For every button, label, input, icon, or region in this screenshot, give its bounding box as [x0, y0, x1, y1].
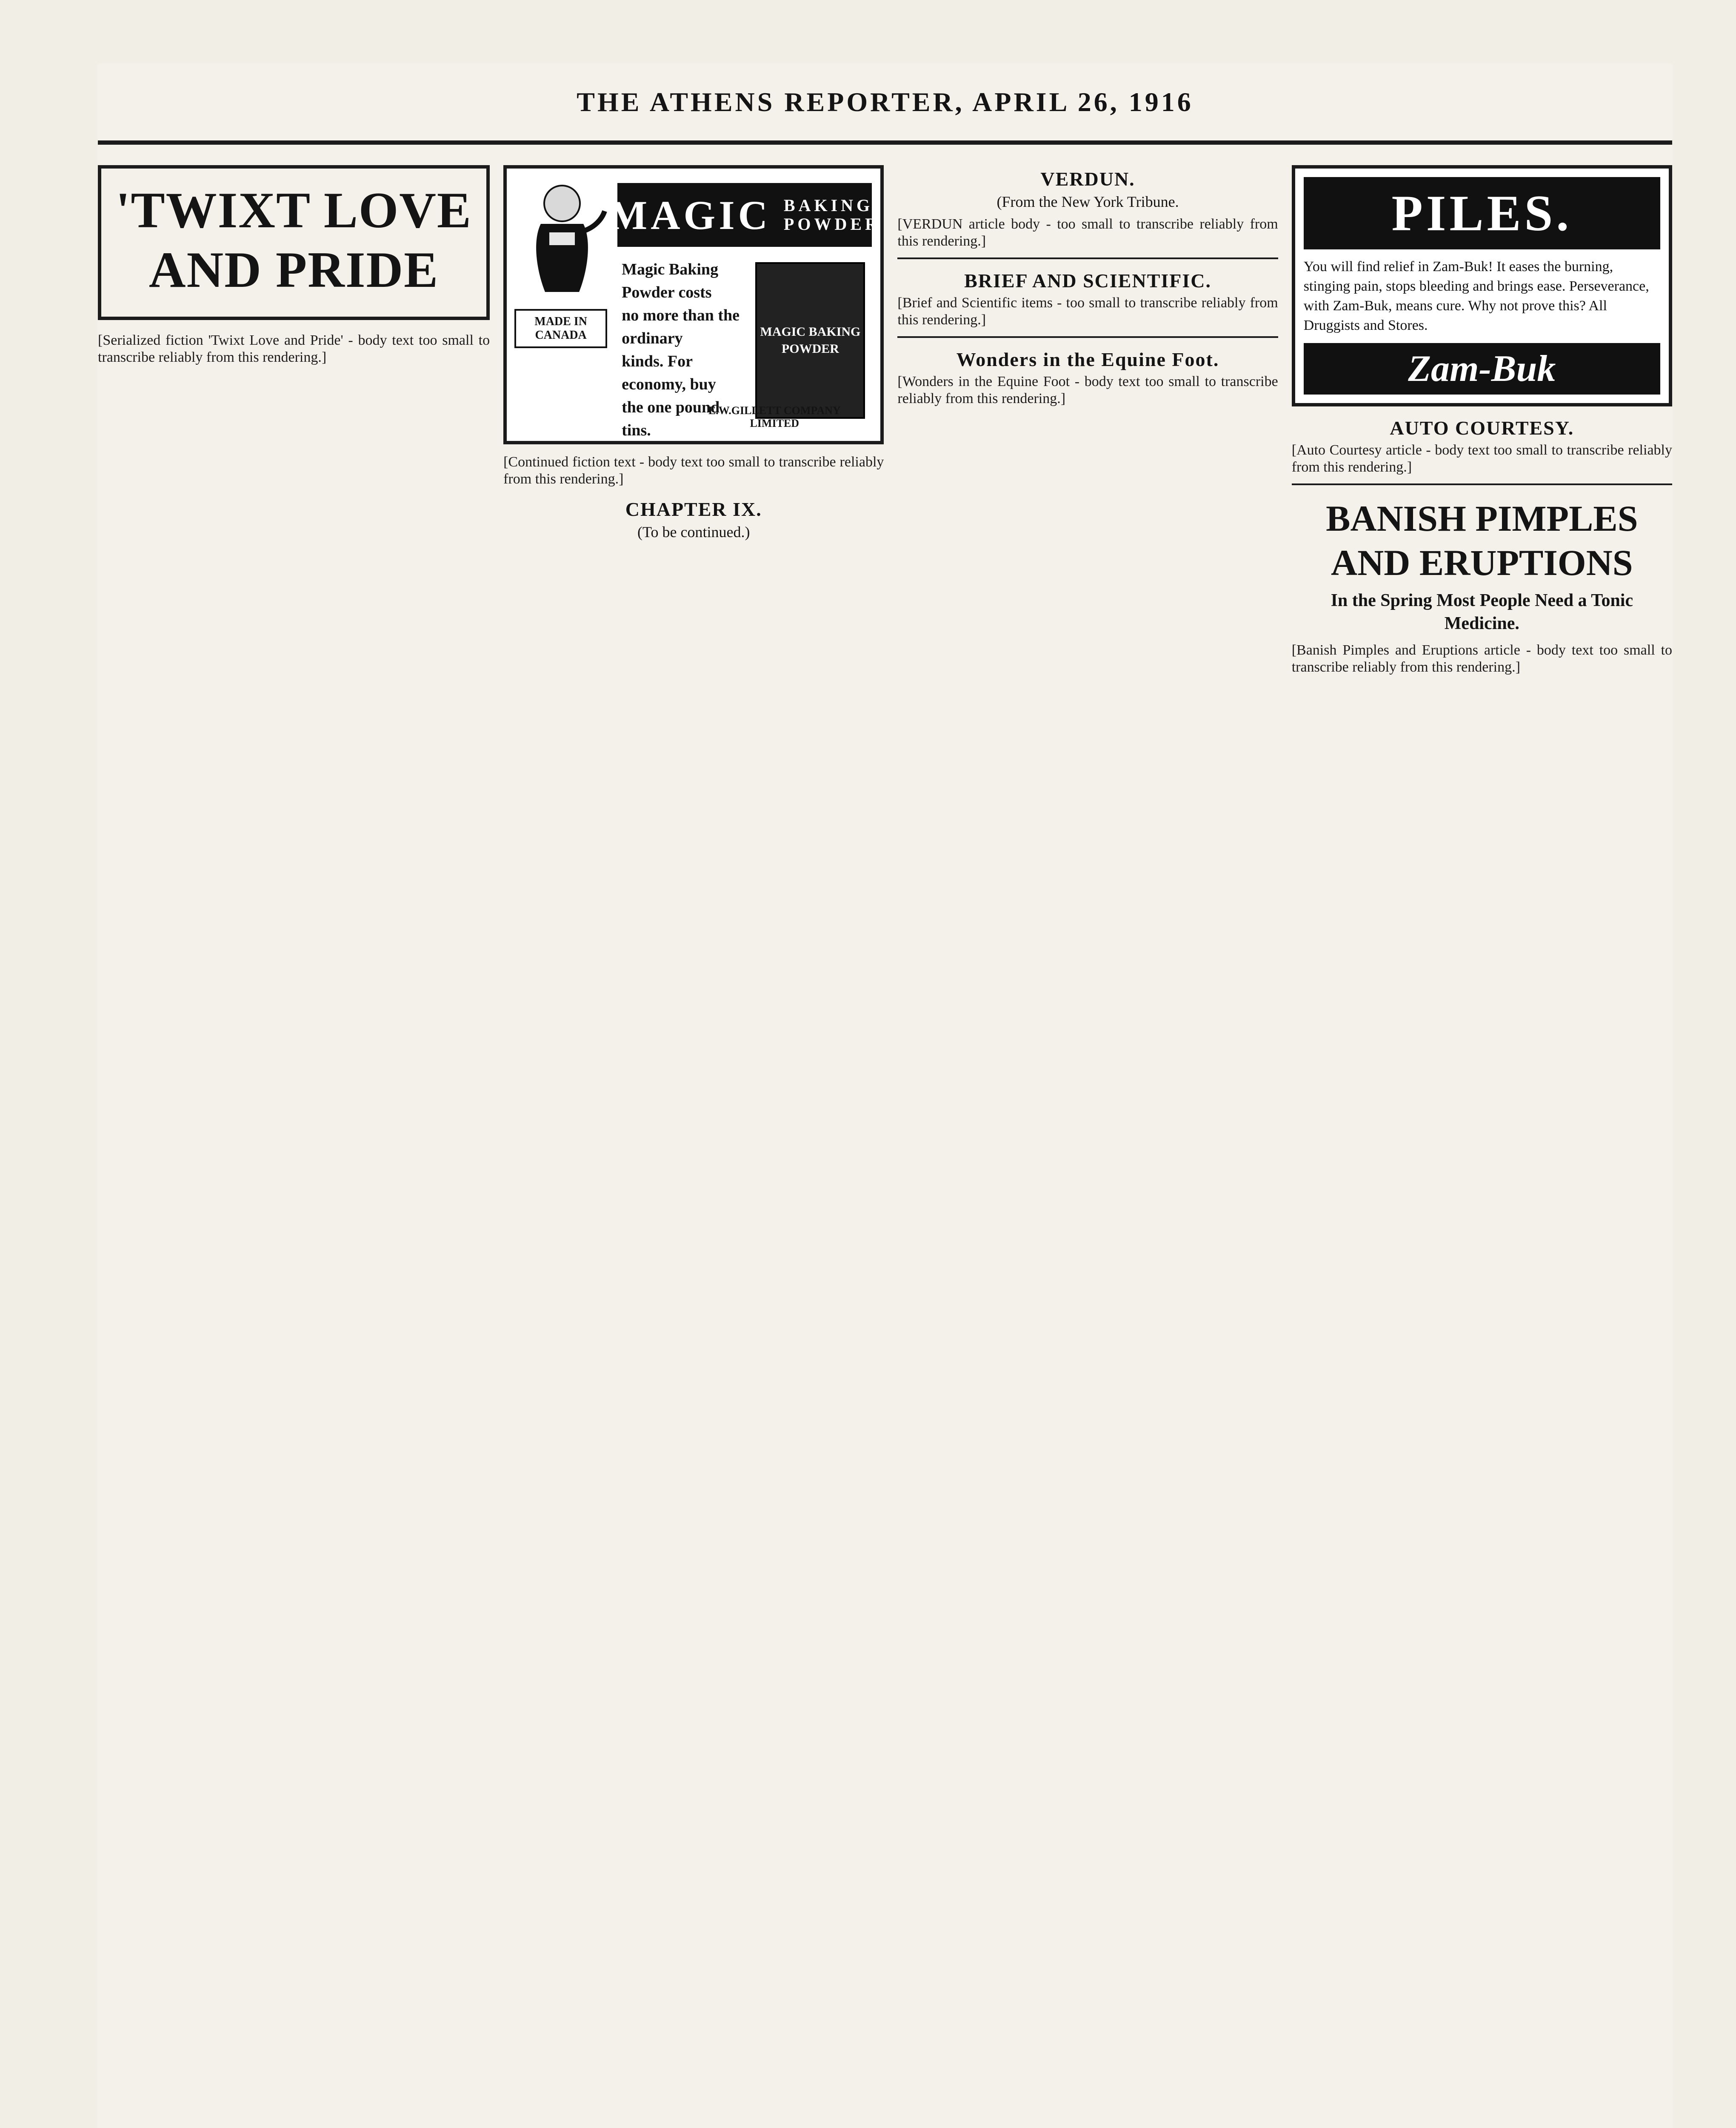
zam-buk-wordmark: Zam-Buk: [1304, 343, 1660, 395]
column-1: [98, 157, 494, 2128]
equine-body-placeholder: [Wonders in the Equine Foot - body text too small to transcribe reliably from this rendering.]: [897, 374, 1282, 406]
banish-pimples-deck: In the Spring Most People Need a Tonic Medicine.: [1331, 591, 1633, 633]
magic-brand: MAGIC: [608, 192, 771, 238]
to-be-continued: (To be continued.): [637, 523, 750, 541]
verdun-source: (From the New York Tribune.: [996, 193, 1179, 210]
magic-line: no more than the ordinary: [622, 306, 740, 347]
column-4: [1291, 157, 1676, 2128]
divider: [897, 257, 1278, 259]
auto-courtesy-heading: AUTO COURTESY.: [1390, 417, 1574, 439]
twixt-title: 'TWIXT LOVE AND PRIDE: [116, 182, 472, 298]
verdun-heading: VERDUN.: [1040, 168, 1135, 190]
divider: [1292, 483, 1672, 485]
auto-courtesy-body-placeholder: [Auto Courtesy article - body text too small to transcribe reliably from this rendering.]: [1291, 442, 1676, 475]
banish-pimples-heading: BANISH PIMPLES AND ERUPTIONS: [1326, 498, 1638, 583]
twixt-title-box: [98, 165, 490, 320]
made-in-badge: MADE IN CANADA: [514, 309, 607, 348]
page: [98, 64, 1676, 2128]
column-3: [897, 157, 1282, 2128]
baker-figure-icon: [515, 177, 609, 296]
col2-body-placeholder: [Continued fiction text - body text too small to transcribe reliably from this rendering.]: [503, 454, 888, 487]
magic-line: Magic Baking Powder costs: [622, 260, 719, 301]
masthead: THE ATHENS REPORTER, APRIL 26, 1916: [98, 64, 1672, 145]
verdun-body-placeholder: [VERDUN article body - too small to transcribe reliably from this rendering.]: [897, 216, 1282, 249]
magic-baking-powder-ad: [503, 165, 884, 444]
chapter-heading: CHAPTER IX.: [625, 498, 762, 520]
baking-powder-tin: MAGIC BAKING POWDER: [755, 262, 865, 419]
equine-foot-heading: Wonders in the Equine Foot.: [956, 349, 1219, 370]
divider: [897, 336, 1278, 338]
magic-product: BAKING POWDER: [783, 196, 881, 234]
column-2: [503, 157, 888, 2128]
col1-body-placeholder: [Serialized fiction 'Twixt Love and Pride' - body text too small to transcribe reliably from this rendering.]: [98, 332, 494, 365]
magic-line: kinds. For economy, buy: [622, 352, 716, 393]
maker-line: E.W.GILLETT COMPANY LIMITED: [708, 404, 841, 429]
columns: [98, 157, 1676, 2128]
piles-ad-head: PILES.: [1304, 177, 1660, 249]
brief-scientific-heading: BRIEF AND SCIENTIFIC.: [964, 270, 1211, 292]
brief-body-placeholder: [Brief and Scientific items - too small to transcribe reliably from this rendering.]: [897, 295, 1282, 328]
piles-ad: [1292, 165, 1672, 406]
magic-banner: [608, 183, 881, 247]
magic-line: the one pound tins.: [622, 398, 720, 439]
piles-ad-body: You will find relief in Zam-Buk! It eases the burning, stinging pain, stops bleeding and brings ease. Perseverance, with Zam-Buk, means cure. Why not prove this? All Druggists and Stores.: [1303, 259, 1649, 333]
banish-pimples-body-placeholder: [Banish Pimples and Eruptions article - body text too small to transcribe reliably from this rendering.]: [1291, 642, 1676, 675]
